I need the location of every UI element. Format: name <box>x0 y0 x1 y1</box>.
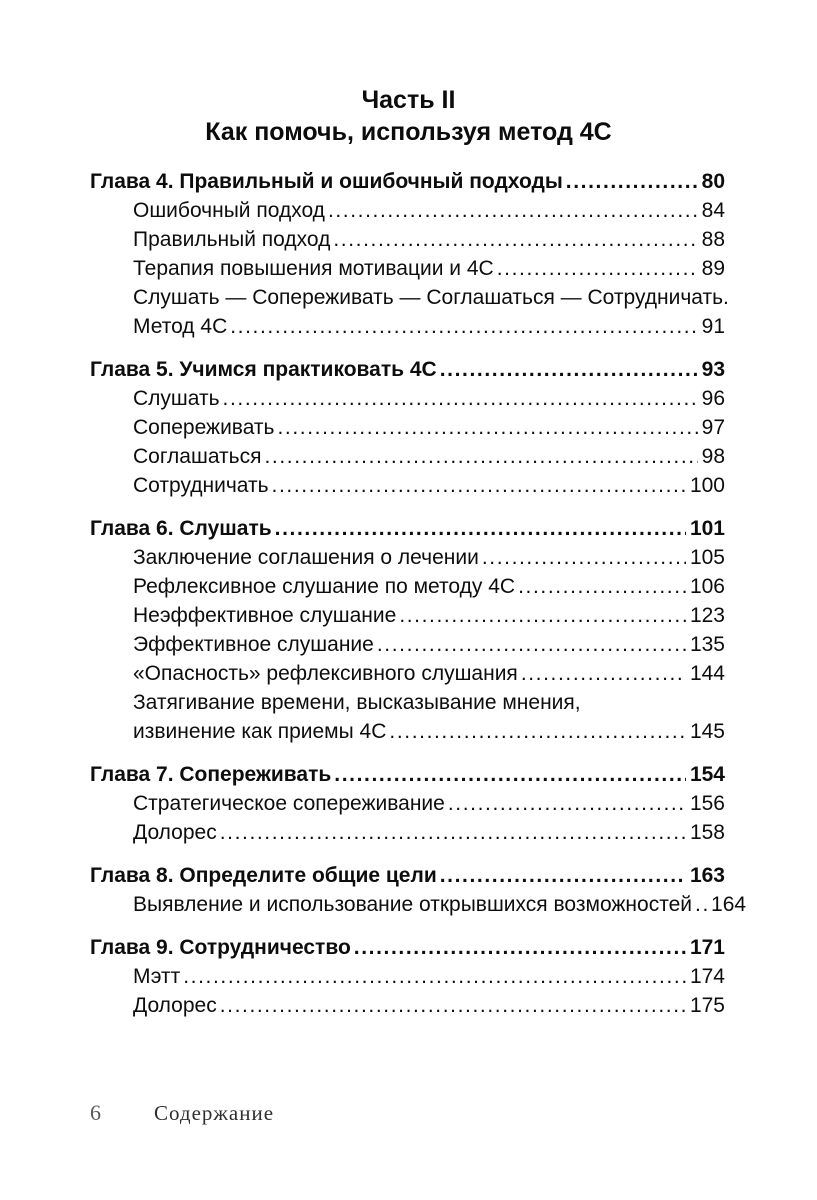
toc-entry-label: Ошибочный подход <box>133 199 325 222</box>
toc-entry-sub <box>90 543 725 572</box>
toc-entry-sub <box>90 991 725 1020</box>
leader-dots <box>482 543 686 572</box>
toc-entry-sub <box>90 601 725 630</box>
toc-entry-sub <box>90 225 725 254</box>
toc-entry-label: Глава 4. Правильный и ошибочный подходы <box>90 170 563 193</box>
leader-dots <box>497 254 698 283</box>
toc-entry-page: 88 <box>701 228 725 251</box>
leader-dots <box>220 818 686 847</box>
leader-dots <box>440 355 698 384</box>
toc-entry-page: 154 <box>689 763 725 786</box>
toc-entry-page: 174 <box>689 965 725 988</box>
toc-entry-label-line1: Слушать — Сопереживать — Соглашаться — Сотрудничать. <box>133 286 729 309</box>
toc-entry-page: 145 <box>689 720 725 743</box>
toc-entry-sub-multiline <box>90 688 725 746</box>
toc-entry-label: Выявление и использование открывшихся возможностей <box>133 893 693 916</box>
toc-entry-page: 91 <box>701 315 725 338</box>
toc-entry-page: 93 <box>701 358 725 381</box>
table-of-contents <box>90 167 747 1020</box>
toc-entry-label: «Опасность» рефлексивного слушания <box>133 662 518 685</box>
leader-dots <box>264 442 697 471</box>
toc-entry-page: 97 <box>701 416 725 439</box>
toc-entry-page: 106 <box>689 575 725 598</box>
toc-entry-sub <box>90 471 725 500</box>
leader-dots <box>275 514 686 543</box>
toc-entry-label-line1: Затягивание времени, высказывание мнения, <box>133 691 581 714</box>
toc-entry-page: 96 <box>701 387 725 410</box>
leader-dots <box>389 717 686 746</box>
toc-entry-label: Неэффективное слушание <box>133 604 397 627</box>
part-subtitle: Как помочь, используя метод 4С <box>205 118 612 146</box>
leader-dots <box>272 471 686 500</box>
leader-dots <box>183 962 686 991</box>
toc-entry-sub <box>90 196 725 225</box>
toc-entry-sub <box>90 384 725 413</box>
toc-entry-chapter <box>90 933 725 962</box>
toc-entry-page: 156 <box>689 792 725 815</box>
toc-entry-label: Заключение соглашения о лечении <box>133 546 479 569</box>
leader-dots <box>399 601 686 630</box>
leader-dots <box>354 933 686 962</box>
toc-entry-page: 80 <box>701 170 725 193</box>
toc-entry-page: 175 <box>689 994 725 1017</box>
toc-entry-page: 163 <box>689 864 725 887</box>
toc-entry-sub <box>90 818 725 847</box>
toc-entry-sub <box>90 442 725 471</box>
toc-entry-chapter <box>90 167 725 196</box>
toc-entry-label: Глава 5. Учимся практиковать 4С <box>90 358 437 381</box>
toc-entry-page: 135 <box>689 633 725 656</box>
leader-dots <box>230 312 697 341</box>
toc-entry-label: Глава 9. Сотрудничество <box>90 936 351 959</box>
leader-dots <box>278 413 698 442</box>
toc-entry-label: Мэтт <box>133 965 181 988</box>
toc-entry-label: Слушать <box>133 387 220 410</box>
toc-entry-page: 171 <box>689 936 725 959</box>
toc-entry-sub <box>90 630 725 659</box>
leader-dots <box>695 890 707 919</box>
toc-entry-page: 164 <box>711 893 747 916</box>
toc-entry-page: 100 <box>689 474 725 497</box>
toc-entry-page: 123 <box>689 604 725 627</box>
leader-dots <box>334 760 686 789</box>
leader-dots <box>448 789 686 818</box>
toc-entry-sub <box>90 413 725 442</box>
toc-entry-label: Правильный подход <box>133 228 331 251</box>
toc-entry-page: 101 <box>689 517 725 540</box>
toc-entry-label: Долорес <box>133 821 217 844</box>
toc-entry-label: Рефлексивное слушание по методу 4С <box>133 575 516 598</box>
leader-dots <box>518 572 686 601</box>
toc-entry-label: Стратегическое сопереживание <box>133 792 445 815</box>
toc-entry-sub <box>90 890 747 919</box>
toc-entry-chapter <box>90 861 725 890</box>
toc-entry-page: 84 <box>701 199 725 222</box>
toc-entry-page: 158 <box>689 821 725 844</box>
toc-entry-sub <box>90 572 725 601</box>
toc-entry-label: Метод 4С <box>133 315 228 338</box>
toc-entry-label: Глава 8. Определите общие цели <box>90 864 437 887</box>
toc-entry-label: Сопереживать <box>133 416 275 439</box>
toc-entry-chapter <box>90 514 725 543</box>
part-header <box>0 0 817 148</box>
leader-dots <box>333 225 697 254</box>
toc-entry-sub <box>90 962 725 991</box>
toc-entry-label: Долорес <box>133 994 217 1017</box>
leader-dots <box>377 630 686 659</box>
toc-entry-label: извинение как приемы 4С <box>133 720 387 743</box>
toc-entry-chapter <box>90 760 725 789</box>
leader-dots <box>521 659 686 688</box>
toc-entry-sub <box>90 254 725 283</box>
part-title: Часть II <box>361 86 456 114</box>
toc-entry-label: Эффективное слушание <box>133 633 374 656</box>
page-footer <box>90 1100 274 1126</box>
leader-dots <box>566 167 698 196</box>
leader-dots <box>440 861 686 890</box>
toc-entry-chapter <box>90 355 725 384</box>
toc-entry-sub <box>90 789 725 818</box>
toc-entry-label: Соглашаться <box>133 445 262 468</box>
toc-entry-label: Сотрудничать <box>133 474 269 497</box>
toc-entry-page: 105 <box>689 546 725 569</box>
toc-entry-label: Терапия повышения мотивации и 4С <box>133 257 494 280</box>
toc-entry-label: Глава 6. Слушать <box>90 517 272 540</box>
toc-entry-label: Глава 7. Сопереживать <box>90 763 332 786</box>
leader-dots <box>328 196 698 225</box>
leader-dots <box>223 384 698 413</box>
toc-entry-sub-multiline <box>90 283 729 341</box>
toc-entry-page: 89 <box>701 257 725 280</box>
page-number: 6 <box>90 1100 101 1125</box>
toc-entry-page: 98 <box>701 445 725 468</box>
leader-dots <box>220 991 686 1020</box>
toc-entry-page: 144 <box>689 662 725 685</box>
toc-entry-sub <box>90 659 725 688</box>
running-title: Содержание <box>154 1101 275 1125</box>
